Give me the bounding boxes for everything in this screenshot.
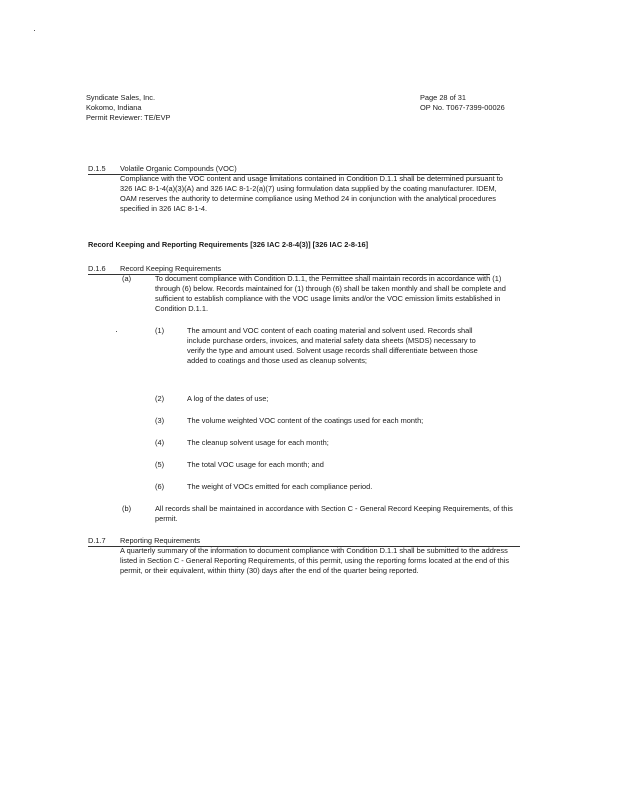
header-reviewer: Permit Reviewer: TE/EVP xyxy=(86,113,171,122)
d16-item-text: The weight of VOCs emitted for each compliance period. xyxy=(187,482,373,491)
d17-number: D.1.7 xyxy=(88,536,106,545)
d15-title: Volatile Organic Compounds (VOC) xyxy=(120,164,237,173)
d16-item-label: (3) xyxy=(155,416,165,425)
d16-item-text: A log of the dates of use; xyxy=(187,394,269,403)
header-page-number: Page 28 of 31 xyxy=(420,93,467,102)
d16-b-text: All records shall be maintained in accordance with Section C - General Record Keeping Requirements, of this permit. xyxy=(155,504,513,523)
d16-number: D.1.6 xyxy=(88,264,106,273)
scan-speck xyxy=(116,331,117,332)
header-company: Syndicate Sales, Inc. xyxy=(86,93,156,102)
d15-number: D.1.5 xyxy=(88,164,106,173)
d16-title: Record Keeping Requirements xyxy=(120,264,222,273)
d16-b-label: (b) xyxy=(122,504,132,513)
header-op-number: OP No. T067-7399-00026 xyxy=(420,103,505,112)
header-location: Kokomo, Indiana xyxy=(86,103,142,112)
d16-a-label: (a) xyxy=(122,274,132,283)
d16-item-text: The volume weighted VOC content of the coatings used for each month; xyxy=(187,416,424,425)
d16-item-label: (1) xyxy=(155,326,165,335)
scan-speck xyxy=(34,30,35,31)
d16-item-label: (6) xyxy=(155,482,165,491)
d16-item-text: The amount and VOC content of each coating material and solvent used. Records shall include purchase orders, invoices, and material safety data sheets (MSDS) necessary to verify the type and amount used. Solvent usage records shall differentiate between those added to coatings and those used as cleanup solvents; xyxy=(187,326,478,365)
d16-item-label: (4) xyxy=(155,438,165,447)
d16-item-text: The total VOC usage for each month; and xyxy=(187,460,324,469)
d16-a-text: To document compliance with Condition D.1.1, the Permittee shall maintain records in accordance with (1) through (6) below. Records maintained for (1) through (6) shall be taken monthly and shall be complete and sufficient to establish compliance with the VOC usage limits and/or the VOC emission limits established in Condition D.1.1. xyxy=(155,274,506,313)
d17-title: Reporting Requirements xyxy=(120,536,201,545)
d15-body: Compliance with the VOC content and usage limitations contained in Condition D.1.1 shall be determined pursuant to 326 IAC 8-1-4(a)(3)(A) and 326 IAC 8-1-2(a)(7) using formulation data supplied by the coating manufacturer. IDEM, OAM reserves the authority to determine compliance using Method 24 in conjunction with the analytical procedures specified in 326 IAC 8-1-4. xyxy=(120,174,503,213)
d16-item-text: The cleanup solvent usage for each month; xyxy=(187,438,329,447)
d16-item-label: (2) xyxy=(155,394,165,403)
section-heading: Record Keeping and Reporting Requirements [326 IAC 2-8-4(3)] [326 IAC 2-8-16] xyxy=(88,240,369,249)
d16-item-label: (5) xyxy=(155,460,165,469)
d17-body: A quarterly summary of the information to document compliance with Condition D.1.1 shall be submitted to the address listed in Section C - General Reporting Requirements, of this permit, using the reporting forms located at the end of this permit, or their equivalent, within thirty (30) days after the end of the quarter being reported. xyxy=(120,546,510,575)
